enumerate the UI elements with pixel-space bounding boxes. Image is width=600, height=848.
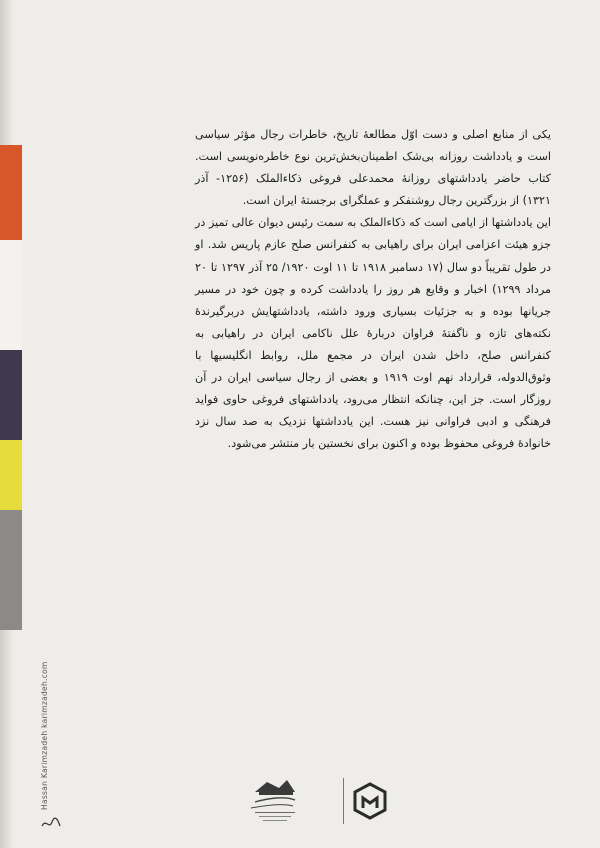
blurb-paragraph-1: یکی از منابع اصلی و دست اوّل مطالعهٔ تاریخ، خاطرات رجال مؤثر سیاسی است و یادداشت روزانه بی‌شک اطمینان‌بخش‌ترین نوع خاطره‌نویسی است. کتاب حاضر یادداشتهای روزانهٔ محمدعلی فروغی ذکاءالملک (۱۲۵۶- آذر ۱۳۲۱) از بزرگترین رجال روشنفکر و عملگرای برجستهٔ ایران است. <box>195 128 552 208</box>
footer-divider <box>343 778 344 824</box>
publisher-logo-icon <box>225 770 325 830</box>
designer-credit <box>40 660 54 820</box>
stripe-yellow <box>0 440 22 510</box>
stripe-white <box>0 240 22 350</box>
stripe-gray <box>0 510 22 630</box>
stripe-dark <box>0 350 22 440</box>
publisher-emblem-icon <box>353 782 387 820</box>
color-stripes <box>0 145 22 645</box>
designer-credit-text: Hassan Karimzadeh karimzadeh.com <box>40 661 49 810</box>
publisher-footer <box>225 770 385 830</box>
blurb-paragraph-2: این یادداشتها از ایامی است که ذکاءالملک به سمت رئیس دیوان عالی تمیز در جزو هیئت اعزامی ایران برای راهیابی به کنفرانس صلح عازم پاریس شد. او در طول تقریباً دو سال (۱۷ دسامبر ۱۹۱۸ تا ۱۱ اوت ۱۹۲۰/ ۲۵ آذر ۱۲۹۷ تا ۲۰ مرداد ۱۲۹۹) اخبار و وقایع هر روز را یادداشت کرده و چون خود در مسیر جریانها بوده و به جزئیات بسیاری ورود داشته، یادداشتهایش دربرگیرندهٔ نکته‌های تازه و ناگفتهٔ فراوان دربارهٔ علل ناکامی ایران در راهیابی به کنفرانس صلح، داخل شدن ایران در مجمع ملل، روابط انگلیسیها با وثوق‌الدوله، قرارداد نهم اوت ۱۹۱۹ و بعضی از رجال سیاسی ایران در آن روزگار است. جز این، چنانکه انتظار می‌رود، یادداشتهای فروغی حاوی فواید فرهنگی و ادبی فراوانی نیز هست. این یادداشتها نزدیک به صد سال نزد خانوادهٔ فروغی محفوظ بوده و اکنون برای نخستین بار منتشر می‌شود. <box>195 216 552 451</box>
blurb-text <box>195 124 551 455</box>
signature-icon <box>40 812 62 834</box>
stripe-orange <box>0 145 22 240</box>
